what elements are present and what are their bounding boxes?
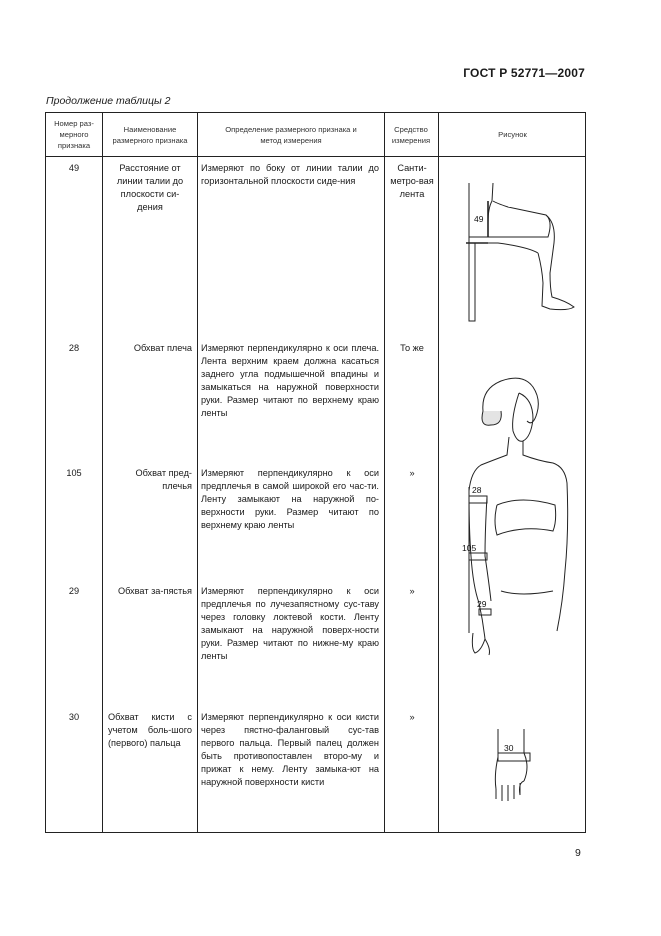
row-105-definition: Измеряют перпендикулярно к оси предплечья в самой широкой его час-ти. Ленту замыкают на наружной по-верхности руки. Размер читают по верхнему краю ленты xyxy=(201,468,379,530)
upper-body-figure-illustration xyxy=(461,371,581,656)
hand-figure-illustration xyxy=(488,727,558,802)
row-30-definition: Измеряют перпендикулярно к оси кисти через пястно-фаланговый сус-тав первого пальца. Первый палец должен быть противопоставлен второ-му и прижат к нему. Ленту замыка-ют на наружной поверхности кисти xyxy=(201,712,379,787)
page-number: 9 xyxy=(575,847,581,859)
row-28-name: Обхват плеча xyxy=(133,343,192,353)
row-28-number: 28 xyxy=(68,343,80,353)
header-number: Номер раз-мерного признака xyxy=(54,119,94,150)
hand-label: 30 xyxy=(504,743,514,753)
forearm-label: 105 xyxy=(462,543,477,553)
row-49-definition: Измеряют по боку от линии талии до горизонтальной плоскости сиде-ния xyxy=(201,163,379,186)
row-30-number: 30 xyxy=(68,712,80,722)
row-49-name: Расстояние от линии талии до плоскости си-дения xyxy=(116,163,184,212)
measurement-table xyxy=(45,112,586,833)
upper-arm-label: 28 xyxy=(472,485,482,495)
standard-number: ГОСТ Р 52771—2007 xyxy=(463,66,585,80)
row-49-number: 49 xyxy=(68,163,80,173)
row-29-number: 29 xyxy=(68,586,80,596)
row-28-definition: Измеряют перпендикулярно к оси плеча. Лента верхним краем должна касаться заднего угла подмышечной впадины и замыкаться на наружной поверхности руки. Размер читают по верхнему краю ленты xyxy=(201,343,379,418)
row-30-tool: » xyxy=(409,712,415,722)
row-29-name: Обхват за-пястья xyxy=(117,586,192,596)
row-105-number: 105 xyxy=(66,468,82,478)
row-105-tool: » xyxy=(409,468,415,478)
seated-figure-label: 49 xyxy=(474,214,484,224)
row-29-tool: » xyxy=(409,586,415,596)
header-name: Наименование размерного признака xyxy=(112,124,188,145)
row-105-name: Обхват пред-плечья xyxy=(135,468,192,491)
row-28-tool: То же xyxy=(400,343,424,353)
row-30-name: Обхват кисти с учетом боль-шого (первого) пальца xyxy=(108,712,192,748)
header-figure: Рисунок xyxy=(498,130,527,139)
row-29-definition: Измеряют перпендикулярно к оси предплечья по лучезапястному сус-таву через головку локтевой кости. Ленту замыкают на наружной поверх-ности руки. Размер читают по нижне-му краю ленты xyxy=(201,586,379,661)
wrist-label: 29 xyxy=(477,599,487,609)
header-tool: Средство измерения xyxy=(391,124,431,145)
row-49-tool: Санти-метро-вая лента xyxy=(390,163,434,199)
table-continuation-caption: Продолжение таблицы 2 xyxy=(46,95,171,107)
header-definition: Определение размерного признака и метод измерения xyxy=(225,124,357,145)
seated-figure-illustration xyxy=(458,173,583,323)
